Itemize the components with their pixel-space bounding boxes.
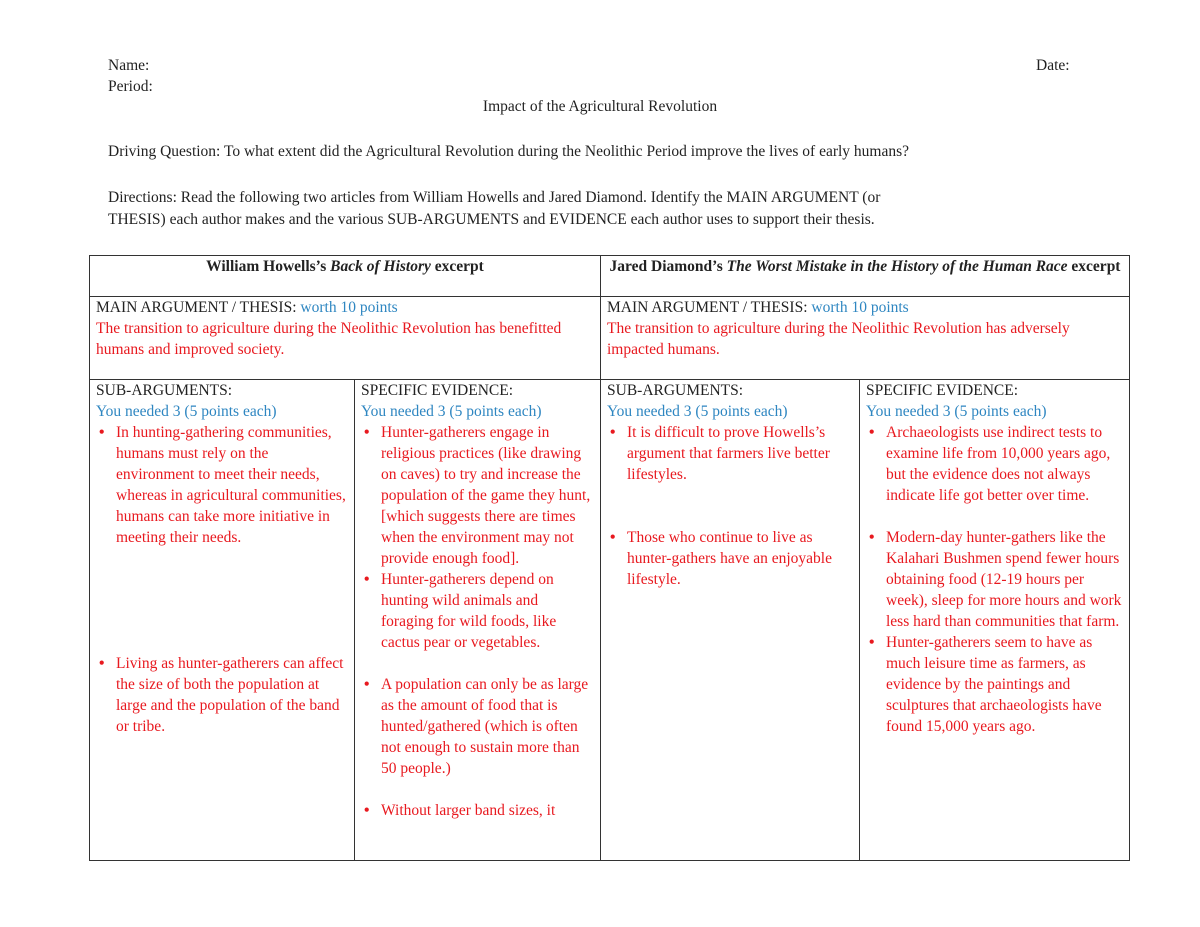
list-item: • Archaeologists use indirect tests to examine life from 10,000 years ago, but the evidence does not always indicate life got better over time. <box>866 422 1123 506</box>
howells-suffix: excerpt <box>430 258 484 275</box>
diamond-suffix: excerpt <box>1067 258 1121 275</box>
driving-question: Driving Question: To what extent did the Agricultural Revolution during the Neolithic Period improve the lives of early humans? <box>108 143 910 160</box>
detail-row <box>90 380 1130 861</box>
name-label: Name: <box>108 57 150 74</box>
author-header-row <box>90 256 1130 297</box>
sub-arguments-label: SUB-ARGUMENTS: <box>607 382 744 399</box>
howells-evidence-cell <box>355 380 601 861</box>
directions-line-1: Directions: Read the following two articles from William Howells and Jared Diamond. Identify the MAIN ARGUMENT (or <box>108 189 881 206</box>
thesis-label-text: MAIN ARGUMENT / THESIS: <box>607 299 812 316</box>
evidence-label: SPECIFIC EVIDENCE: <box>361 382 513 399</box>
diamond-evidence-cell <box>860 380 1130 861</box>
diamond-thesis-cell <box>601 297 1130 380</box>
thesis-row <box>90 297 1130 380</box>
evidence-points: You needed 3 (5 points each) <box>361 403 542 420</box>
list-item: • It is difficult to prove Howells’s argument that farmers live better lifestyles. <box>607 422 853 485</box>
argument-table <box>89 255 1130 861</box>
list-item: • In hunting-gathering communities, humans must rely on the environment to meet their needs, whereas in agricultural communities, humans can take more initiative in meeting their needs. <box>96 422 348 548</box>
sub-arguments-label: SUB-ARGUMENTS: <box>96 382 233 399</box>
diamond-thesis-label <box>607 297 1123 318</box>
diamond-evidence-list <box>866 422 1123 737</box>
list-item: • Those who continue to live as hunter-gathers have an enjoyable lifestyle. <box>607 527 853 590</box>
diamond-sub-arguments-list <box>607 422 853 590</box>
thesis-label-text: MAIN ARGUMENT / THESIS: <box>96 299 301 316</box>
list-item: • Modern-day hunter-gathers like the Kalahari Bushmen spend fewer hours obtaining food (12-19 hours per week), sleep for more hours and work less hard than communities that farm. <box>866 527 1123 632</box>
diamond-header <box>601 256 1130 297</box>
howells-author: William Howells’s <box>206 258 331 275</box>
list-item: • Without larger band sizes, it <box>361 800 594 821</box>
diamond-work-title: The Worst Mistake in the History of the Human Race <box>726 258 1068 275</box>
howells-work-title: Back of History <box>330 258 431 275</box>
period-label: Period: <box>108 78 153 95</box>
date-label: Date: <box>1036 57 1070 74</box>
howells-evidence-list <box>361 422 594 821</box>
howells-header <box>90 256 601 297</box>
evidence-label: SPECIFIC EVIDENCE: <box>866 382 1018 399</box>
directions-line-2: THESIS) each author makes and the various SUB-ARGUMENTS and EVIDENCE each author uses to support their thesis. <box>108 211 875 228</box>
thesis-points: worth 10 points <box>300 299 398 316</box>
howells-sub-arguments-list <box>96 422 348 737</box>
diamond-thesis-text: The transition to agriculture during the Neolithic Revolution has adversely impacted humans. <box>607 320 1070 358</box>
list-item: • Hunter-gatherers seem to have as much leisure time as farmers, as evidence by the paintings and sculptures that archaeologists have found 15,000 years ago. <box>866 632 1123 737</box>
list-item: • Hunter-gatherers depend on hunting wild animals and foraging for wild foods, like cactus pear or vegetables. <box>361 569 594 653</box>
sub-arguments-points: You needed 3 (5 points each) <box>607 403 788 420</box>
thesis-points: worth 10 points <box>811 299 909 316</box>
document-title: Impact of the Agricultural Revolution <box>482 98 718 115</box>
evidence-points: You needed 3 (5 points each) <box>866 403 1047 420</box>
list-item: • Hunter-gatherers engage in religious practices (like drawing on caves) to try and increase the population of the game they hunt, [which suggests there are times when the environment may not provide enough food]. <box>361 422 594 569</box>
diamond-author: Jared Diamond’s <box>609 258 727 275</box>
diamond-sub-arguments-cell <box>601 380 860 861</box>
list-item: • Living as hunter-gatherers can affect the size of both the population at large and the population of the band or tribe. <box>96 653 348 737</box>
howells-sub-arguments-cell <box>90 380 355 861</box>
list-item: • A population can only be as large as the amount of food that is hunted/gathered (which is often not enough to sustain more than 50 people.) <box>361 674 594 779</box>
howells-thesis-text: The transition to agriculture during the Neolithic Revolution has benefitted humans and improved society. <box>96 320 562 358</box>
howells-thesis-label <box>96 297 594 318</box>
howells-thesis-cell <box>90 297 601 380</box>
sub-arguments-points: You needed 3 (5 points each) <box>96 403 277 420</box>
